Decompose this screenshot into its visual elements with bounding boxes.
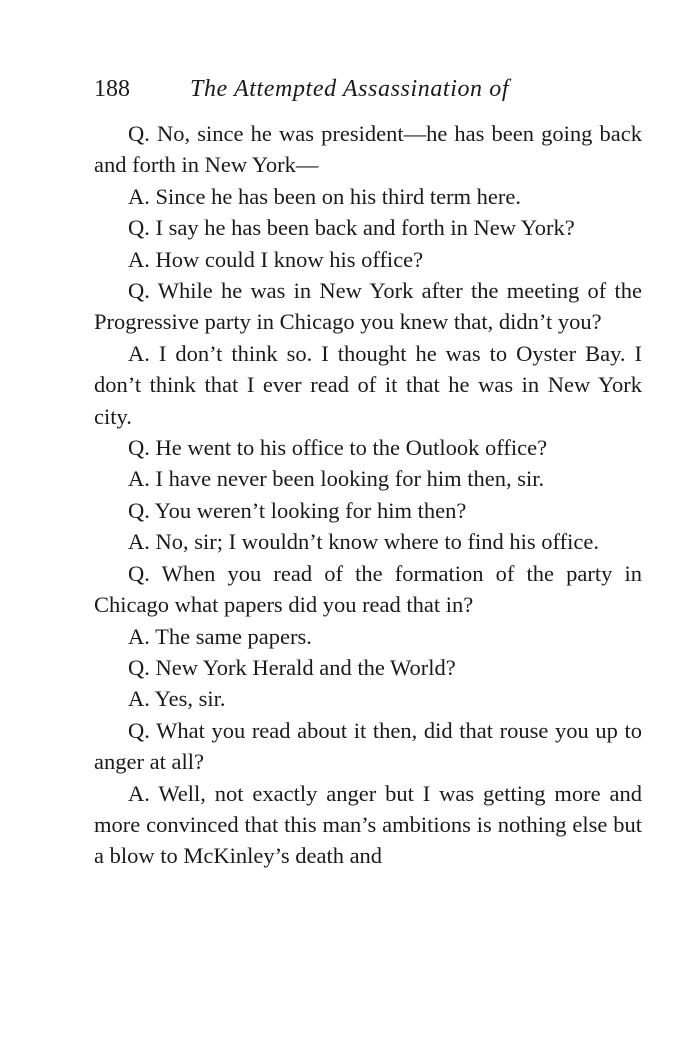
paragraph: Q. He went to his office to the Outlook office?: [128, 435, 548, 461]
running-title: The Attempted Assassination of: [190, 76, 510, 102]
paragraph: A. Since he has been on his third term here.: [128, 183, 522, 209]
transcript-body: [94, 118, 642, 872]
paragraph: A. I don’t think so. I thought he was to Oyster Bay. I don’t think that I ever read of it that he was in New York city.: [94, 340, 642, 429]
paragraph: A. Yes, sir.: [128, 686, 226, 712]
paragraph: Q. I say he has been back and forth in New York?: [128, 215, 575, 241]
paragraph: Q. New York Herald and the World?: [128, 654, 456, 680]
paragraph: Q. What you read about it then, did that rouse you up to anger at all?: [94, 717, 642, 775]
page-number: 188: [94, 76, 130, 102]
paragraph: Q. When you read of the formation of the party in Chicago what papers did you read that in?: [94, 560, 642, 618]
paragraph: A. The same papers.: [128, 623, 312, 649]
paragraph: Q. While he was in New York after the meeting of the Progressive party in Chicago you knew that, didn’t you?: [94, 278, 642, 335]
paragraph: A. No, sir; I wouldn’t know where to find his office.: [128, 529, 599, 555]
paragraph: A. I have never been looking for him then, sir.: [128, 466, 545, 492]
paragraph: Q. No, since he was president—he has been going back and forth in New York—: [94, 121, 642, 178]
paragraph: A. Well, not exactly anger but I was getting more and more convinced that this man’s ambitions is nothing else but a blow to McKinley’s death and: [94, 780, 642, 869]
paragraph: A. How could I know his office?: [128, 246, 424, 272]
page-header: [94, 72, 654, 106]
paragraph: Q. You weren’t looking for him then?: [128, 497, 467, 523]
